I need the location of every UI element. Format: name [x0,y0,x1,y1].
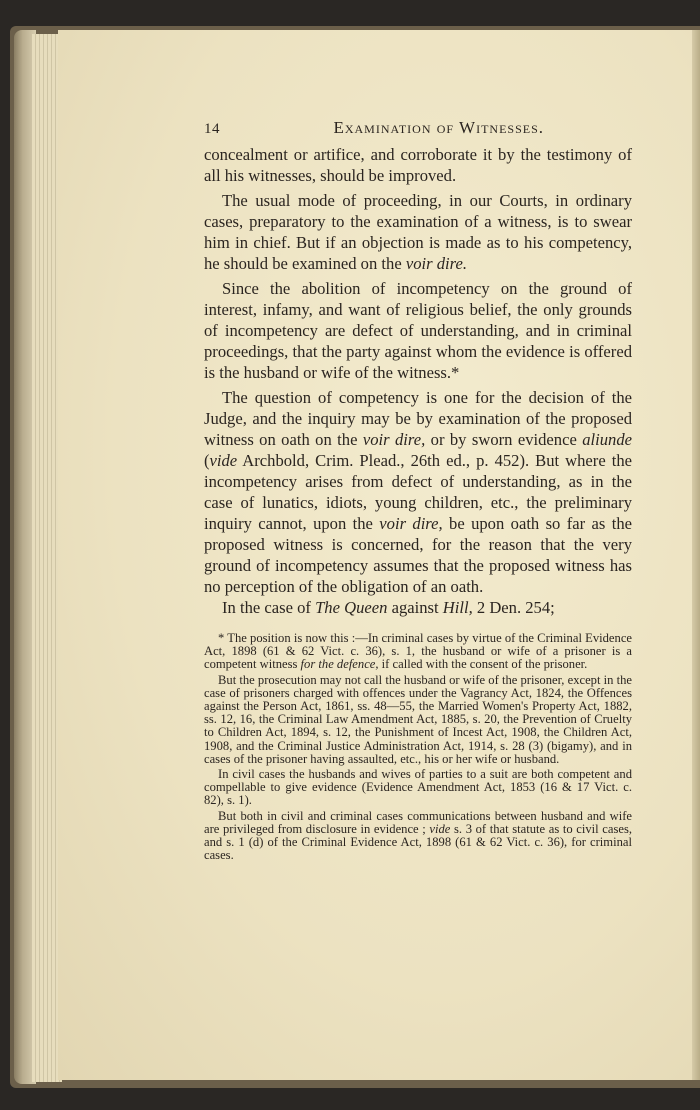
running-header [204,118,632,144]
paragraph-2 [204,190,632,274]
page-right-edge [692,30,700,1080]
p5-e: 2 Den. 254; [472,598,555,617]
footnote-3: In civil cases the husbands and wives of parties to a suit are both competent and compellable to give evidence (Evidence Amendment Act, 1853 (16 & 17 Vict. c. 82), s. 1). [204,767,632,808]
running-title: Examination of Witnesses. [333,118,544,137]
fn4-a: But both in civil and criminal cases communications between husband and wife are privileged from disclosure in evidence ; [204,808,632,836]
fn4-b: vide [429,821,451,836]
page-text [204,118,632,862]
fn4-c: s. 3 of that statute as to civil cases, and s. 1 (d) of the Criminal Evidence Act, 1898 (61 & 62 Vict. c. 36), for criminal cases. [204,821,633,863]
p4-f: vide [209,451,238,470]
fn1-a: * The position is now this :—In criminal cases by virtue of the Criminal Evidence Act, 1898 (61 & 62 Vict. c. 36), s. 1, the husband or wife of a prisoner is a competent witness [204,631,632,672]
p5-a: In the case of [222,598,316,617]
footnote-1 [204,632,632,672]
p5-c: against [387,598,443,617]
p4-h: voir dire, [379,514,443,533]
paragraph-3: Since the abolition of incompetency on the ground of interest, infamy, and want of religious belief, the only grounds of incompetency are defect of understanding, and in criminal proceedings, that the party against whom the evidence is offered is the husband or wife of the witness.* [204,279,632,382]
paragraph-2-italic: voir dire. [405,254,467,273]
p5-d: Hill, [442,598,473,617]
p4-c: or by sworn evidence [425,430,583,449]
footnote-2: But the prosecution may not call the husband or wife of the prisoner, except in the case of prisoners charged with offences under the Vagrancy Act, 1824, the Offences against the Person Act, 1861, ss. 48—55, the Married Women's Property Act, 1882, ss. 12, 16, the Criminal Law Amendment Act, 1885, s. 20, the Prevention of Cruelty to Children Act, 1894, s. 12, the Punishment of Incest Act, 1908, the Children Act, 1908, and the Criminal Justice Administration Act, 1914, s. 28 (3) (bigamy), and in cases of the prisoner having assaulted, etc., his or her wife or husband. [204,672,632,766]
footnote-4 [204,810,632,863]
p4-g: Archbold, Crim. Plead., 26th ed., p. 452). But where the incompetency arises from defect of understanding, as in the case of lunatics, idiots, young children, etc., the preliminary inquiry cannot, upon the [204,451,632,533]
footnote [204,632,632,862]
paragraph-1: concealment or artifice, and corroborate it by the testimony of all his witnesses, should be improved. [204,145,632,185]
paragraph-5 [204,597,632,618]
paragraph-4 [204,387,632,597]
main-text [204,144,632,618]
fn1-c: if called with the consent of the prisoner. [378,657,588,672]
p4-a: The question of competency is one for the decision of the Judge, and the inquiry may be by examination of the proposed witness on oath on the [204,388,632,449]
p4-b: voir dire, [362,430,426,449]
p4-d: aliunde [582,430,632,449]
p5-b: The Queen [315,598,388,617]
p4-i: be upon oath so far as the proposed witness is concerned, for the reason that the very ground of incompetency assumes that the proposed witness has no perception of the obligation of an oath. [204,514,633,596]
paragraph-2-text: The usual mode of proceeding, in our Courts, in ordinary cases, preparatory to the examination of a witness, is to swear him in chief. But if an objection is made as to his competency, he should be examined on the [204,191,632,273]
page-number: 14 [204,121,220,137]
fn1-b: for the defence, [300,657,379,672]
p4-e: ( [204,451,210,470]
